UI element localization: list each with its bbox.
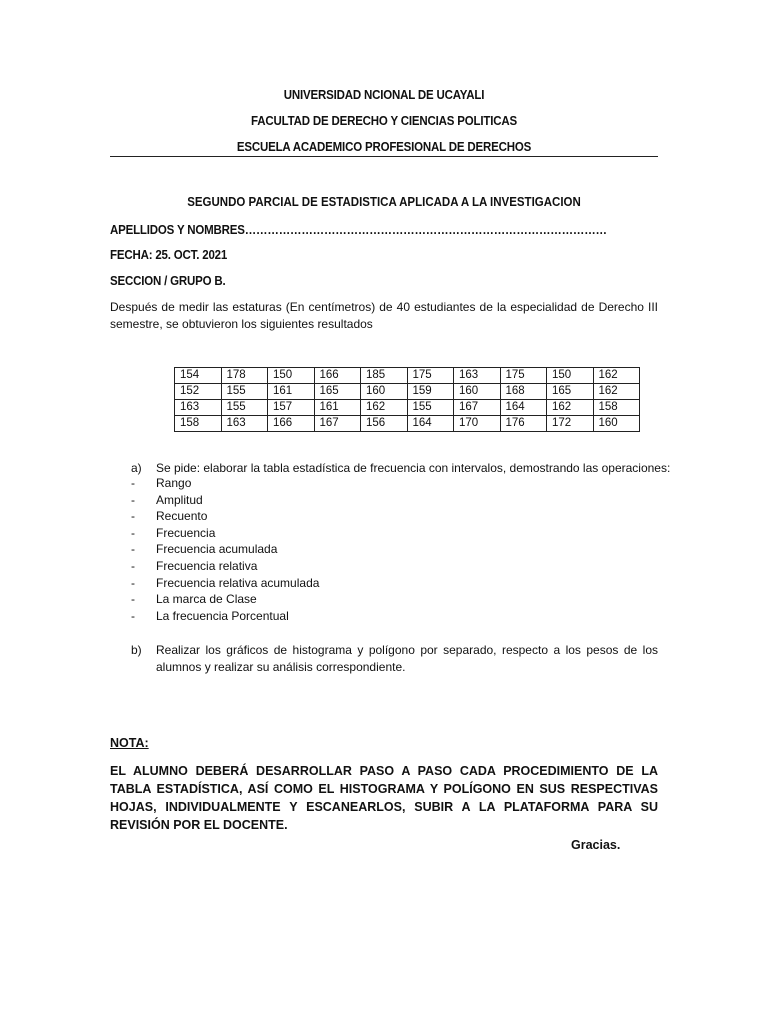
question-b: [131, 642, 658, 678]
table-cell: 152: [175, 384, 222, 400]
list-item-label: Frecuencia acumulada: [156, 542, 278, 557]
table-cell: 161: [268, 384, 315, 400]
table-cell: 176: [500, 416, 547, 432]
note-body: EL ALUMNO DEBERÁ DESARROLLAR PASO A PASO CADA PROCEDIMIENTO DE LA TABLA ESTADÍSTICA, ASÍ COMO EL HISTOGRAMA Y POLÍGONO EN SUS RESPECTIVAS HOJAS, INDIVIDUALMENTE Y ESCANEARLOS, SUBIR A LA PLATAFORMA PARA SU REVISIÓN POR EL DOCENTE.: [110, 764, 658, 832]
table-row: [175, 400, 640, 416]
list-dash: -: [131, 492, 135, 507]
table-cell: 161: [314, 400, 361, 416]
table-cell: 167: [314, 416, 361, 432]
question-b-marker: b): [131, 643, 142, 657]
list-dash: -: [131, 575, 135, 590]
table-cell: 155: [407, 400, 454, 416]
note-label: NOTA:: [110, 736, 149, 750]
table-cell: 163: [454, 368, 501, 384]
list-dash: -: [131, 476, 135, 490]
list-dash: -: [131, 592, 135, 607]
faculty-name: FACULTAD DE DERECHO Y CIENCIAS POLITICAS: [251, 114, 517, 128]
table-cell: 158: [593, 400, 640, 416]
table-cell: 157: [268, 400, 315, 416]
table-cell: 178: [221, 368, 268, 384]
question-a-marker: a): [131, 461, 142, 475]
list-item-label: La marca de Clase: [156, 592, 257, 607]
table-cell: 160: [593, 416, 640, 432]
list-dash: -: [131, 608, 135, 623]
table-cell: 162: [593, 384, 640, 400]
table-row: [175, 416, 640, 432]
table-cell: 185: [361, 368, 408, 384]
table-cell: 160: [454, 384, 501, 400]
list-item-label: Frecuencia relativa: [156, 558, 258, 573]
list-item-label: Rango: [156, 476, 192, 490]
table-cell: 168: [500, 384, 547, 400]
question-a-text: Se pide: elaborar la tabla estadística de frecuencia con intervalos, demostrando las operaciones:: [156, 461, 671, 475]
table-cell: 150: [547, 368, 594, 384]
table-cell: 167: [454, 400, 501, 416]
table-cell: 155: [221, 384, 268, 400]
list-dash: -: [131, 509, 135, 524]
table-cell: 166: [314, 368, 361, 384]
table-cell: 170: [454, 416, 501, 432]
table-cell: 163: [175, 400, 222, 416]
table-cell: 160: [361, 384, 408, 400]
question-a: [131, 460, 671, 477]
table-cell: 175: [500, 368, 547, 384]
table-cell: 172: [547, 416, 594, 432]
table-cell: 166: [268, 416, 315, 432]
table-cell: 159: [407, 384, 454, 400]
table-cell: 162: [593, 368, 640, 384]
table-row: [175, 368, 640, 384]
table-cell: 164: [407, 416, 454, 432]
table-cell: 164: [500, 400, 547, 416]
table-cell: 175: [407, 368, 454, 384]
names-field: APELLIDOS Y NOMBRES……………………………………………………………………………………: [110, 223, 607, 237]
exam-title: SEGUNDO PARCIAL DE ESTADISTICA APLICADA A LA INVESTIGACION: [187, 195, 581, 209]
list-item-label: Amplitud: [156, 492, 203, 507]
closing-thanks: Gracias.: [571, 838, 621, 852]
university-name: UNIVERSIDAD NCIONAL DE UCAYALI: [283, 88, 485, 102]
table-cell: 158: [175, 416, 222, 432]
table-row: [175, 384, 640, 400]
table-cell: 150: [268, 368, 315, 384]
table-cell: 163: [221, 416, 268, 432]
table-cell: 156: [361, 416, 408, 432]
table-cell: 155: [221, 400, 268, 416]
list-item-label: Recuento: [156, 509, 208, 524]
table-cell: 165: [314, 384, 361, 400]
heights-table: [174, 367, 640, 432]
header-divider: [110, 156, 658, 157]
table-cell: 165: [547, 384, 594, 400]
list-dash: -: [131, 542, 135, 557]
table-cell: 154: [175, 368, 222, 384]
date-field: FECHA: 25. OCT. 2021: [110, 248, 228, 262]
list-item-label: La frecuencia Porcentual: [156, 608, 289, 623]
list-item-label: Frecuencia: [156, 525, 216, 540]
section-field: SECCION / GRUPO B.: [110, 274, 226, 288]
intro-paragraph: Después de medir las estaturas (En centímetros) de 40 estudiantes de la especialidad de Derecho III semestre, se obtuvieron los siguientes resultados: [110, 300, 658, 331]
table-cell: 162: [547, 400, 594, 416]
list-item-label: Frecuencia relativa acumulada: [156, 575, 320, 590]
list-dash: -: [131, 525, 135, 540]
question-b-text: Realizar los gráficos de histograma y polígono por separado, respecto a los pesos de los alumnos y realizar su análisis correspondiente.: [156, 643, 658, 674]
table-cell: 162: [361, 400, 408, 416]
list-dash: -: [131, 558, 135, 573]
school-name: ESCUELA ACADEMICO PROFESIONAL DE DERECHOS: [236, 140, 532, 154]
